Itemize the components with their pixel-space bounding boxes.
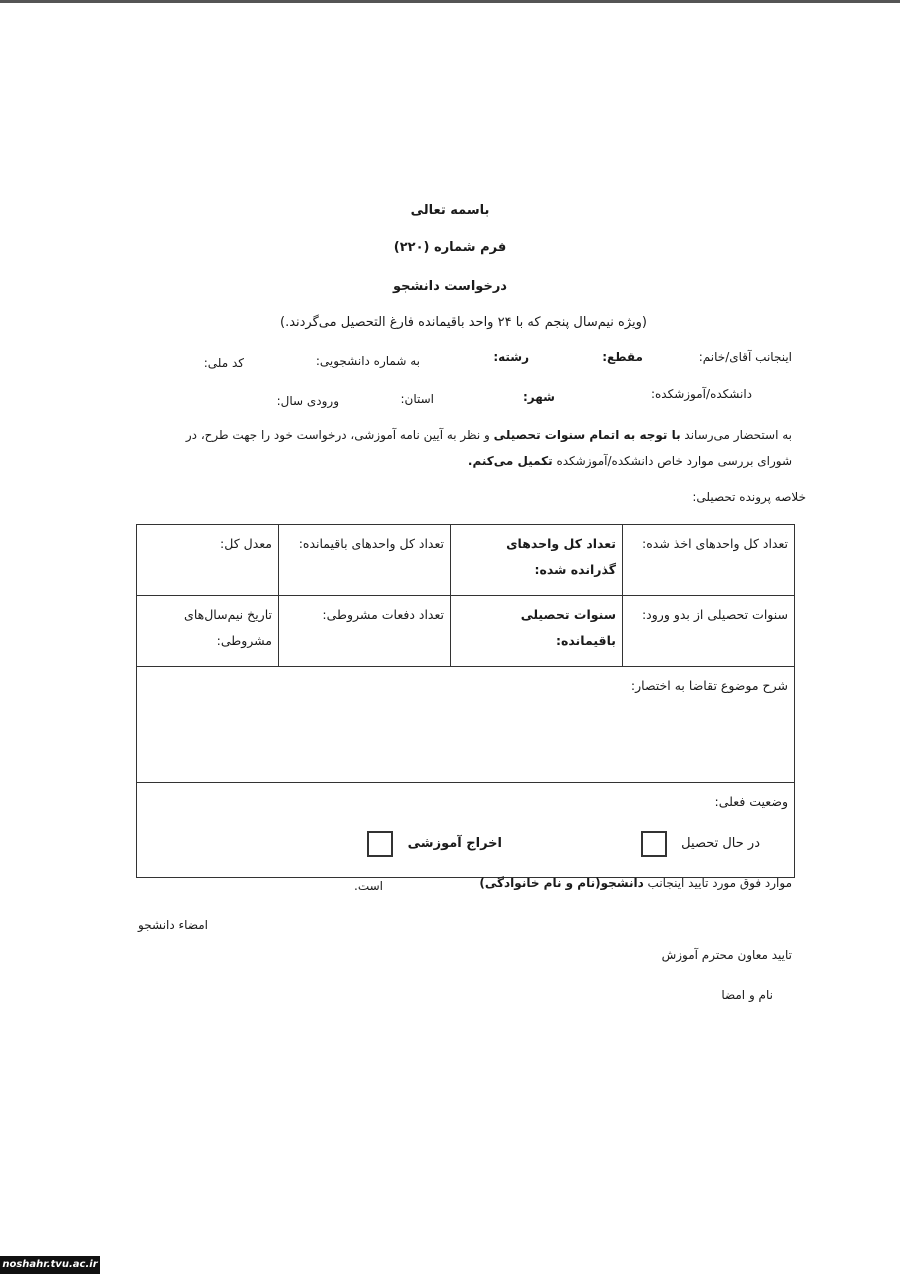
- student-id-field-label: به شماره دانشجویی:: [315, 354, 420, 368]
- major-field-label: رشته:: [493, 350, 529, 364]
- level-field-label: مقطع:: [602, 350, 643, 364]
- total-taken-units-cell[interactable]: تعداد کل واحدهای اخذ شده:: [623, 525, 795, 596]
- name-field-label: اینجانب آقای/خانم:: [698, 350, 792, 364]
- studying-checkbox[interactable]: [641, 831, 667, 857]
- total-passed-units-cell[interactable]: تعداد کل واحدهای گذرانده شده:: [451, 525, 623, 596]
- province-field-label: استان:: [400, 392, 434, 406]
- terms-since-entry-cell[interactable]: سنوات تحصیلی از بدو ورود:: [623, 596, 795, 667]
- current-status-label: وضعیت فعلی:: [714, 794, 788, 809]
- expelled-label: اخراج آموزشی: [407, 836, 502, 851]
- table-row: [137, 596, 795, 667]
- faculty-field-label: دانشکده/آموزشکده:: [650, 387, 752, 401]
- gpa-cell[interactable]: معدل کل:: [137, 525, 279, 596]
- expelled-checkbox[interactable]: [367, 831, 393, 857]
- form-subtitle: (ویژه نیم‌سال پنجم که با ۲۴ واحد باقیمانده فارغ التحصیل می‌گردند.): [280, 315, 647, 330]
- city-field-label: شهر:: [523, 390, 555, 404]
- probation-count-cell[interactable]: تعداد دفعات مشروطی:: [279, 596, 451, 667]
- summary-label: خلاصه پرونده تحصیلی:: [692, 490, 806, 504]
- expelled-option: [367, 831, 502, 858]
- table-row: [137, 783, 795, 878]
- request-text-line2: شورای بررسی موارد خاص دانشکده/آموزشکده تکمیل می‌کنم.: [467, 454, 792, 468]
- basmala: باسمه تعالی: [410, 203, 490, 218]
- request-description-cell[interactable]: شرح موضوع تقاضا به اختصار:: [137, 667, 795, 783]
- deputy-approval-label: تایید معاون محترم آموزش: [661, 948, 792, 962]
- confirmation-end: است.: [354, 879, 383, 893]
- form-title: درخواست دانشجو: [393, 279, 507, 294]
- entry-year-field-label: ورودی سال:: [276, 394, 339, 408]
- probation-dates-cell[interactable]: تاریخ نیم‌سال‌های مشروطی:: [137, 596, 279, 667]
- confirmation-text: موارد فوق مورد تایید اینجانب دانشجو(نام و نام خانوادگی): [479, 876, 792, 890]
- form-number: فرم شماره (۲۲۰): [393, 240, 507, 255]
- academic-summary-table: [136, 524, 795, 878]
- table-row: [137, 525, 795, 596]
- current-status-cell: [137, 783, 795, 878]
- remaining-terms-cell[interactable]: سنوات تحصیلی باقیمانده:: [451, 596, 623, 667]
- footer-url[interactable]: noshahr.tvu.ac.ir: [0, 1256, 100, 1274]
- name-signature-label: نام و امضا: [721, 988, 773, 1002]
- total-remaining-units-cell[interactable]: تعداد کل واحدهای باقیمانده:: [279, 525, 451, 596]
- top-border: [0, 0, 900, 3]
- request-text-line1: به استحضار می‌رساند با توجه به اتمام سنوات تحصیلی و نظر به آیین نامه آموزشی، درخواست خود را جهت طرح، در: [185, 428, 792, 442]
- table-row: [137, 667, 795, 783]
- national-code-field-label: کد ملی:: [203, 356, 244, 370]
- student-signature-label: امضاء دانشجو: [138, 918, 208, 932]
- studying-option: [641, 831, 760, 858]
- studying-label: در حال تحصیل: [681, 836, 760, 851]
